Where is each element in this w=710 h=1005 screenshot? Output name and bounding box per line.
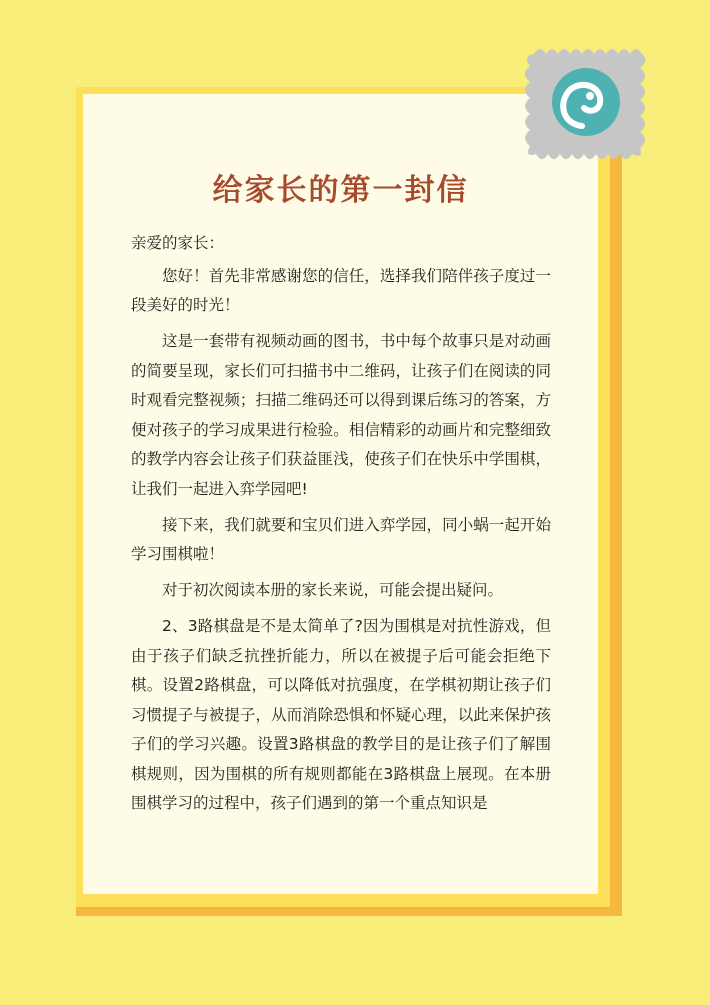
letter-greeting: 亲爱的家长：: [131, 234, 225, 252]
snail-stamp-icon: [520, 40, 652, 166]
letter-body: [131, 229, 551, 825]
letter-paragraph: 2、3路棋盘是不是太简单了?因为围棋是对抗性游戏，但由于孩子们缺乏抗挫折能力，所以在被提子后可能会拒绝下棋。设置2路棋盘，可以降低对抗强度，在学棋初期让孩子们习惯提子与被提子，从而消除恐惧和怀疑心理，以此来保护孩子们的学习兴趣。设置3路棋盘的教学目的是让孩子们了解围棋规则，因为围棋的所有规则都能在3路棋盘上展现。在本册围棋学习的过程中，孩子们遇到的第一个重点知识是: [131, 617, 551, 812]
letter-paragraph: 接下来，我们就要和宝贝们进入弈学园，同小蜗一起开始学习围棋啦！: [131, 515, 551, 563]
letter-paragraph: 这是一套带有视频动画的图书，书中每个故事只是对动画的简要呈现，家长们可扫描书中二维码，让孩子们在阅读的同时观看完整视频；扫描二维码还可以得到课后练习的答案，方便对孩子的学习成果进行检验。相信精彩的动画片和完整细致的教学内容会让孩子们获益匪浅，使孩子们在快乐中学围棋，让我们一起进入弈学园吧!: [131, 332, 551, 498]
letter-paragraph: 您好！首先非常感谢您的信任，选择我们陪伴孩子度过一段美好的时光！: [131, 266, 551, 314]
letter-paragraph: 对于初次阅读本册的家长来说，可能会提出疑问。: [162, 581, 504, 599]
letter-title: 给家长的第一封信: [212, 173, 469, 208]
snail-eye: [586, 92, 594, 100]
